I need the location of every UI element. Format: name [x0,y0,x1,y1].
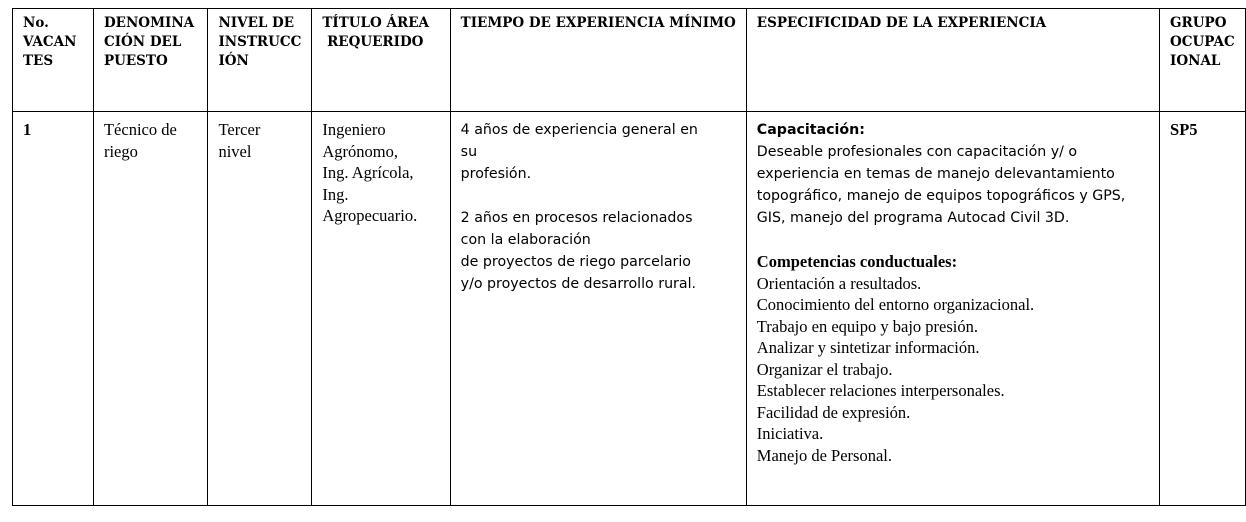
titulo-line: Ing. [322,184,349,204]
header-line: NIVEL DE [218,15,295,31]
competencia-item: Manejo de Personal. [756,445,892,465]
header-tiempo [450,9,746,112]
header-line: TIEMPO DE EXPERIENCIA MÍNIMO [460,15,736,31]
header-line: IONAL [1170,53,1221,69]
competencias-title: Competencias conductuales: [756,252,958,271]
capacitacion-title: Capacitación: [756,122,865,138]
header-line: ESPECIFICIDAD DE LA EXPERIENCIA [756,15,1047,31]
grupo-value: SP5 [1170,120,1198,139]
cell-denominacion [93,112,207,506]
header-nivel [208,9,312,112]
denominacion-line: riego [103,141,138,161]
capacitacion-line: topográfico, manejo de equipos topográficos y GPS, [756,188,1126,204]
capacitacion-line: Deseable profesionales con capacitación y/ o [756,144,1078,160]
cell-nivel [208,112,312,506]
tiempo-line: su [460,144,478,160]
header-line: OCUPAC [1170,34,1235,50]
tiempo-line: de proyectos de riego parcelario [460,254,691,270]
header-line: REQUERIDO [322,34,424,50]
job-requirements-table [12,8,1246,506]
capacitacion-line: GIS, manejo del programa Autocad Civil 3D. [756,210,1070,226]
cell-tiempo [450,112,746,506]
competencia-item: Trabajo en equipo y bajo presión. [756,316,978,336]
titulo-line: Agrónomo, [322,141,398,161]
competencia-item: Organizar el trabajo. [756,359,893,379]
titulo-line: Ingeniero [322,120,386,139]
vacantes-value: 1 [23,120,32,139]
paragraph-gap [757,229,1149,251]
competencia-item: Conocimiento del entorno organizacional. [756,295,1035,314]
cell-especificidad [746,112,1159,506]
header-line: GRUPO [1170,15,1227,31]
header-line: IÓN [218,53,249,69]
cell-titulo [312,112,450,506]
titulo-line: Agropecuario. [322,206,418,225]
header-titulo [312,9,450,112]
header-line: INSTRUCC [218,34,302,50]
denominacion-line: Técnico de [103,120,177,139]
nivel-line: Tercer [218,120,261,139]
competencia-item: Establecer relaciones interpersonales. [756,381,1005,400]
header-line: TES [23,53,54,69]
cell-grupo [1160,112,1246,506]
tiempo-line: 2 años en procesos relacionados [460,210,693,226]
header-line: CIÓN DEL [103,34,182,50]
tiempo-line: 4 años de experiencia general en [460,122,698,138]
nivel-line: nivel [218,141,252,161]
competencia-item: Facilidad de expresión. [756,402,911,422]
tiempo-line: y/o proyectos de desarrollo rural. [460,276,697,292]
capacitacion-line: experiencia en temas de manejo delevantamiento [756,166,1115,182]
paragraph-gap [461,185,736,207]
competencia-item: Iniciativa. [756,424,824,443]
header-line: TÍTULO ÁREA [322,15,429,31]
header-especificidad [746,9,1159,112]
tiempo-line: profesión. [460,166,532,182]
header-line: DENOMINA [103,15,195,31]
cell-vacantes [13,112,94,506]
header-row [13,9,1246,112]
titulo-line: Ing. Agrícola, [322,163,414,182]
data-row [13,112,1246,506]
header-line: PUESTO [103,53,168,69]
header-denominacion [93,9,207,112]
competencia-item: Orientación a resultados. [756,273,922,293]
header-line: VACAN [23,34,77,50]
tiempo-line: con la elaboración [460,232,591,248]
competencia-item: Analizar y sintetizar información. [756,338,980,357]
header-line: No. [23,15,49,31]
header-vacantes [13,9,94,112]
header-grupo [1160,9,1246,112]
